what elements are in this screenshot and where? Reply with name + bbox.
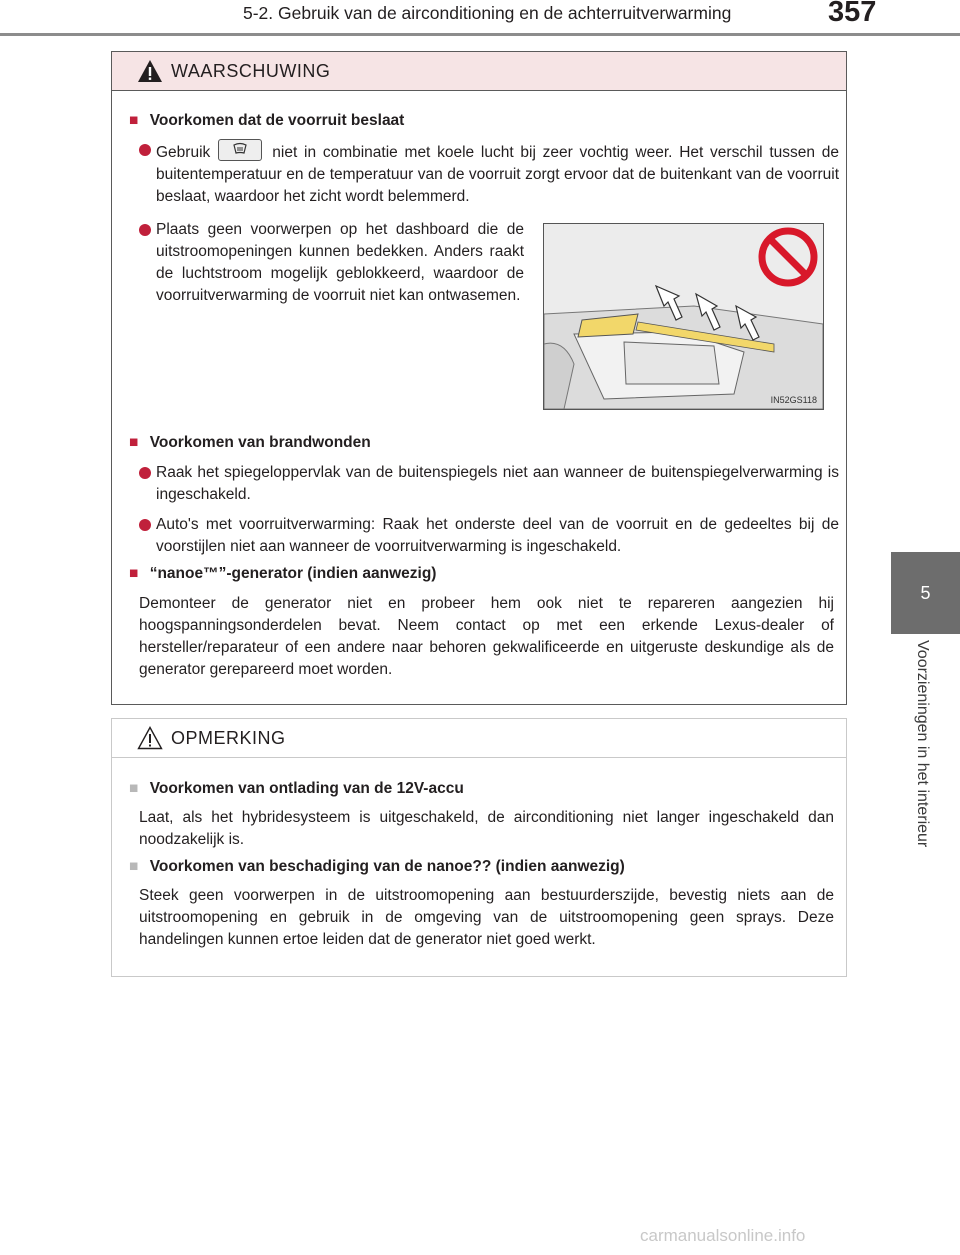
section-heading-nanoe-damage: ■ Voorkomen van beschadiging van de nanoe?? (indien aanwezig) (129, 858, 625, 876)
watermark: carmanualsonline.info (640, 1226, 806, 1245)
windshield-defogger-icon (218, 139, 262, 161)
page-header-title: 5-2. Gebruik van de airconditioning en de achterruitverwarming (243, 3, 732, 23)
notice-triangle-icon (137, 726, 163, 750)
nanoe-generator-text: Demonteer de generator niet en probeer hem ook niet te repareren aangezien hij hoogspanningsonderdelen bevat. Neem contact op met een erkende Lexus-dealer of hersteller/reparateur of een andere naar behoren gekwalificeerde en uitgeruste deskundige als de generator gerepareerd moet worden. (139, 595, 834, 678)
bullet-dashboard-objects: Plaats geen voorwerpen op het dashboard die de uitstroomopeningen kunnen bedekken. Anders raakt de luchtstroom mogelijk geblokkeerd, waardoor de voorruitverwarming de voorruit niet kan ontwasemen. (139, 219, 524, 307)
bullet-dot (139, 224, 151, 236)
battery-text: Laat, als het hybridesysteem is uitgeschakeld, de airconditioning niet langer ingeschakeld dan noodzakelijk is. (139, 809, 834, 848)
nanoe-damage-text: Steek geen voorwerpen in de uitstroomopening aan bestuurderszijde, bevestig niets aan de uitstroomopening en gebruik in de omgeving van de uitstroomopening geen sprays. Deze handelingen kunnen ertoe leiden dat de generator niet goed werkt. (139, 887, 834, 948)
warning-triangle-icon (137, 59, 163, 83)
bullet-text-before-icon: Gebruik (156, 144, 211, 161)
illustration-code: IN52GS118 (770, 395, 817, 405)
section-heading-burns: ■ Voorkomen van brandwonden (129, 434, 371, 452)
warning-header (112, 52, 846, 91)
warning-box (111, 51, 847, 705)
section-heading-battery: ■ Voorkomen van ontlading van de 12V-accu (129, 780, 464, 798)
bullet-dot (139, 467, 151, 479)
chapter-tab-label-wrap (891, 636, 960, 906)
bullet-dot (139, 144, 151, 156)
warning-title: WAARSCHUWING (171, 61, 331, 81)
page-number: 357 (828, 0, 877, 28)
bullet-mirror-heater: Raak het spiegeloppervlak van de buitenspiegels niet aan wanneer de buitenspiegelverwarming is ingeschakeld. (139, 462, 839, 506)
dashboard-illustration (543, 223, 824, 410)
bullet-windshield-heater: Auto's met voorruitverwarming: Raak het onderste deel van de voorruit en de gedeeltes bij de voorstijlen niet aan wanneer de voorruitverwarming is ingeschakeld. (139, 514, 839, 558)
notice-title: OPMERKING (171, 728, 286, 748)
bullet-dot (139, 519, 151, 531)
chapter-tab-number: 5 (891, 552, 960, 634)
bullet-defogger (139, 139, 839, 208)
notice-header (112, 719, 846, 758)
section-heading-defog: ■ Voorkomen dat de voorruit beslaat (129, 112, 404, 130)
chapter-tab-label: Voorzieningen in het interieur (914, 640, 931, 848)
bullet-text-after-icon: niet in combinatie met koele lucht bij zeer vochtig weer. Het verschil tussen de buitentemperatuur en de temperatuur van de voorruit zorgt ervoor dat de buitenkant van de voorruit beslaat, waardoor het zicht wordt belemmerd. (156, 144, 839, 205)
header-rule (0, 33, 960, 36)
notice-box (111, 718, 847, 977)
section-heading-nanoe: ■ “nanoe™”-generator (indien aanwezig) (129, 565, 436, 583)
